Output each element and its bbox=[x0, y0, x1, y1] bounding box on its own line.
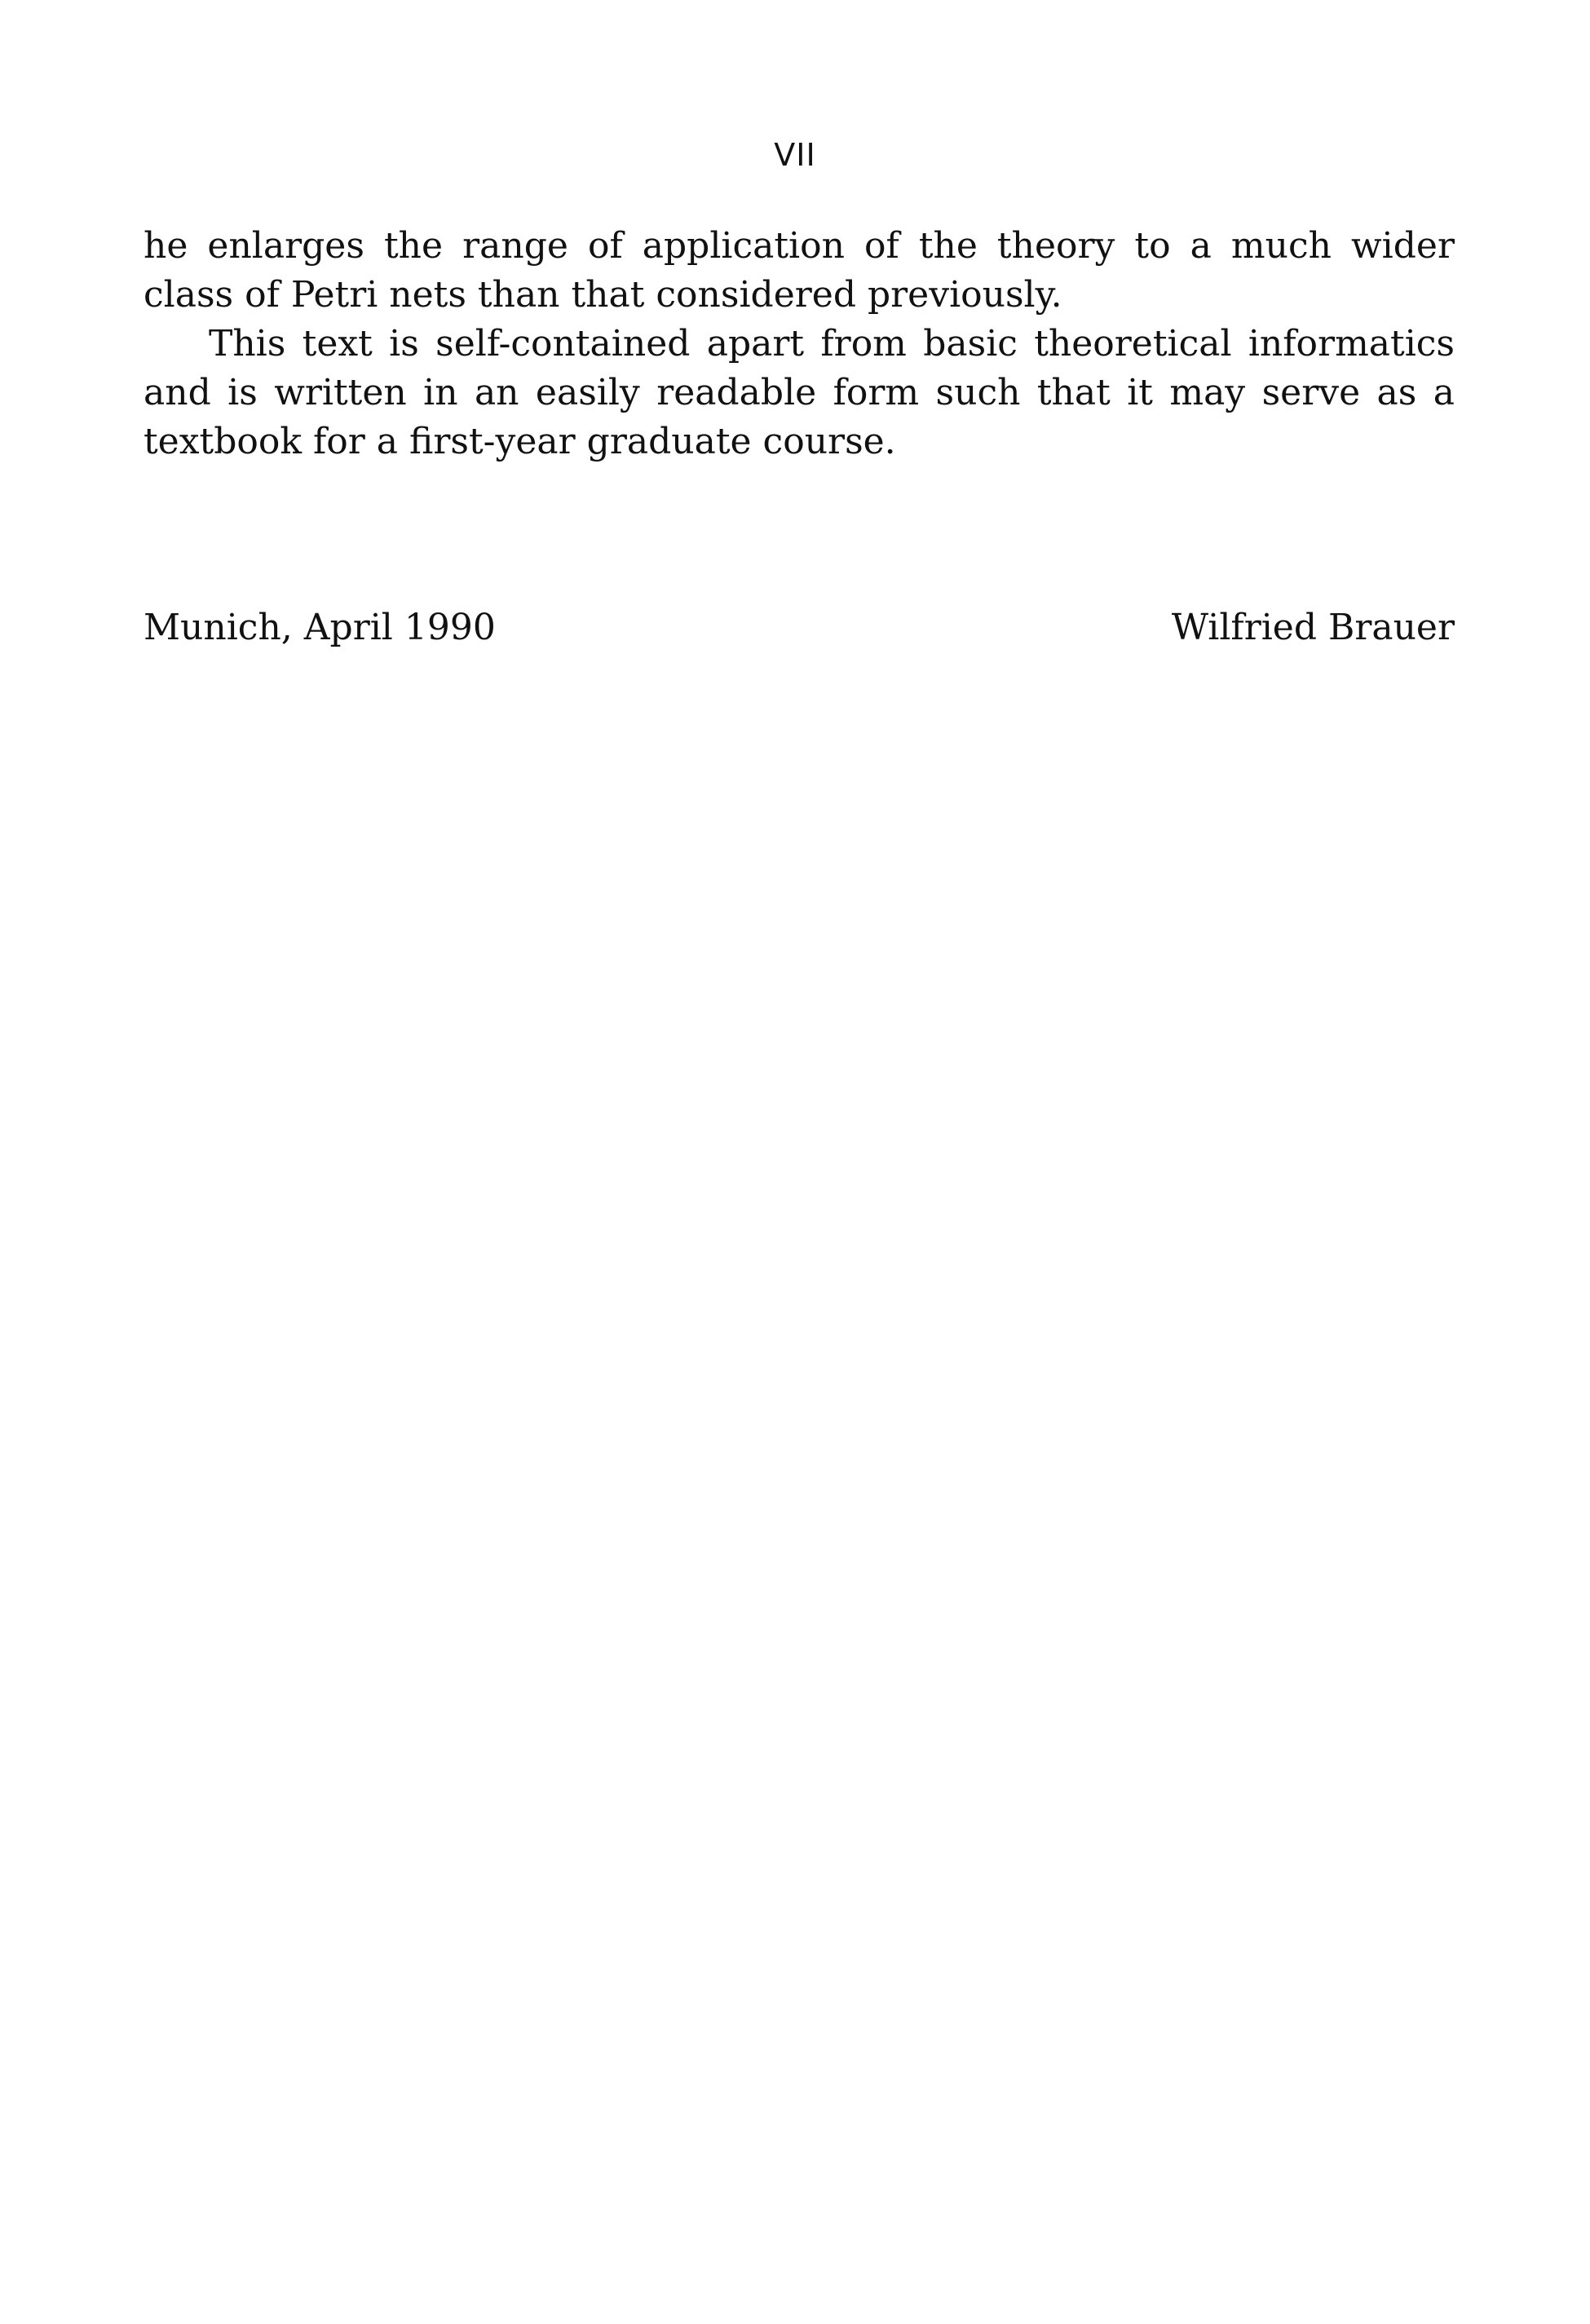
place-date: Munich, April 1990 bbox=[144, 607, 496, 648]
paragraph-continuation: he enlarges the range of application of the theory to a much wider class of Petri nets than that considered previously. bbox=[144, 225, 1455, 316]
paragraph: This text is self-contained apart from basic theoretical informatics and is written in an easily readable form such that it may serve as a textbook for a first-year graduate course. bbox=[144, 323, 1455, 462]
page-number: VII bbox=[774, 137, 816, 173]
body-text bbox=[144, 222, 1455, 466]
author-name: Wilfried Brauer bbox=[1171, 607, 1455, 648]
signature-line bbox=[144, 603, 1455, 652]
